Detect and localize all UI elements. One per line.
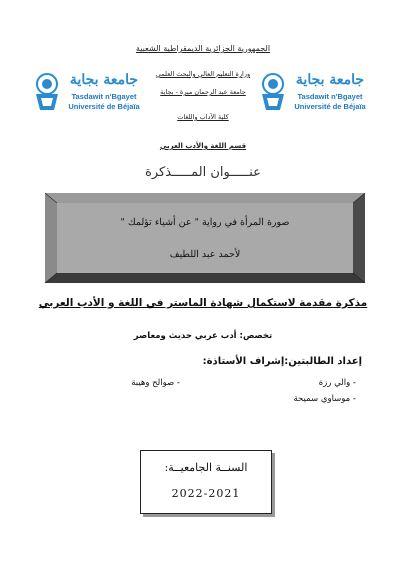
logo-latin-line2: Université de Béjaïa — [68, 102, 140, 111]
logo-arabic-name: جامعة بجاية — [69, 72, 139, 88]
logo-latin-line1: Tasdawit n'Bgayet — [71, 92, 137, 101]
prepared-by-heading: إعداد الطالبتين:إشراف الأستاذة: — [202, 356, 362, 367]
supervisor-name: - صوالح وهيبة — [131, 378, 180, 388]
academic-year-label: السنــة الجامعيــة: — [164, 461, 248, 474]
students-list — [293, 378, 356, 410]
student-name: - والي رزة — [318, 378, 356, 388]
logo-latin-line1: Tasdawit n'Bgayet — [297, 92, 363, 101]
ministry-line: وزارة التعليم العالي والبحث العلمي — [155, 70, 251, 78]
logo-latin-line2: Université de Béjaïa — [294, 102, 366, 111]
academic-year-value: 2022-2021 — [171, 487, 241, 500]
university-emblem-icon — [32, 72, 62, 112]
thesis-novel-author: لأحمد عبد اللطيف — [169, 249, 241, 260]
title-frame — [45, 193, 365, 283]
specialty-line: تخصص: أدب عربي حديث ومعاصر — [133, 331, 273, 341]
university-logo-left — [32, 72, 142, 116]
university-line: جامعة عبد الرحمان ميرة - بجاية — [160, 88, 246, 96]
thesis-title: صورة المرأة في رواية " عن أشياء تؤلمك " — [120, 217, 290, 228]
logo-arabic-name: جامعة بجاية — [295, 72, 365, 88]
academic-year-box — [140, 450, 272, 514]
republic-line: الجمهورية الجزائرية الديمقراطية الشعبية — [135, 44, 271, 53]
faculty-line: كلية الآداب واللغات — [177, 113, 229, 121]
bevel-frame-graphic — [45, 193, 365, 283]
title-heading: عنـــــوان المـــــذكرة — [145, 165, 261, 180]
student-name: - موساوي سميحة — [293, 394, 356, 404]
department-line: قسم اللغة والأدب العربي — [159, 142, 247, 150]
university-logo-right — [258, 72, 368, 116]
memo-statement: مذكرة مقدمة لاستكمال شهادة الماستر في اللغة و الأدب العربي — [38, 297, 368, 309]
university-emblem-icon — [258, 72, 288, 112]
